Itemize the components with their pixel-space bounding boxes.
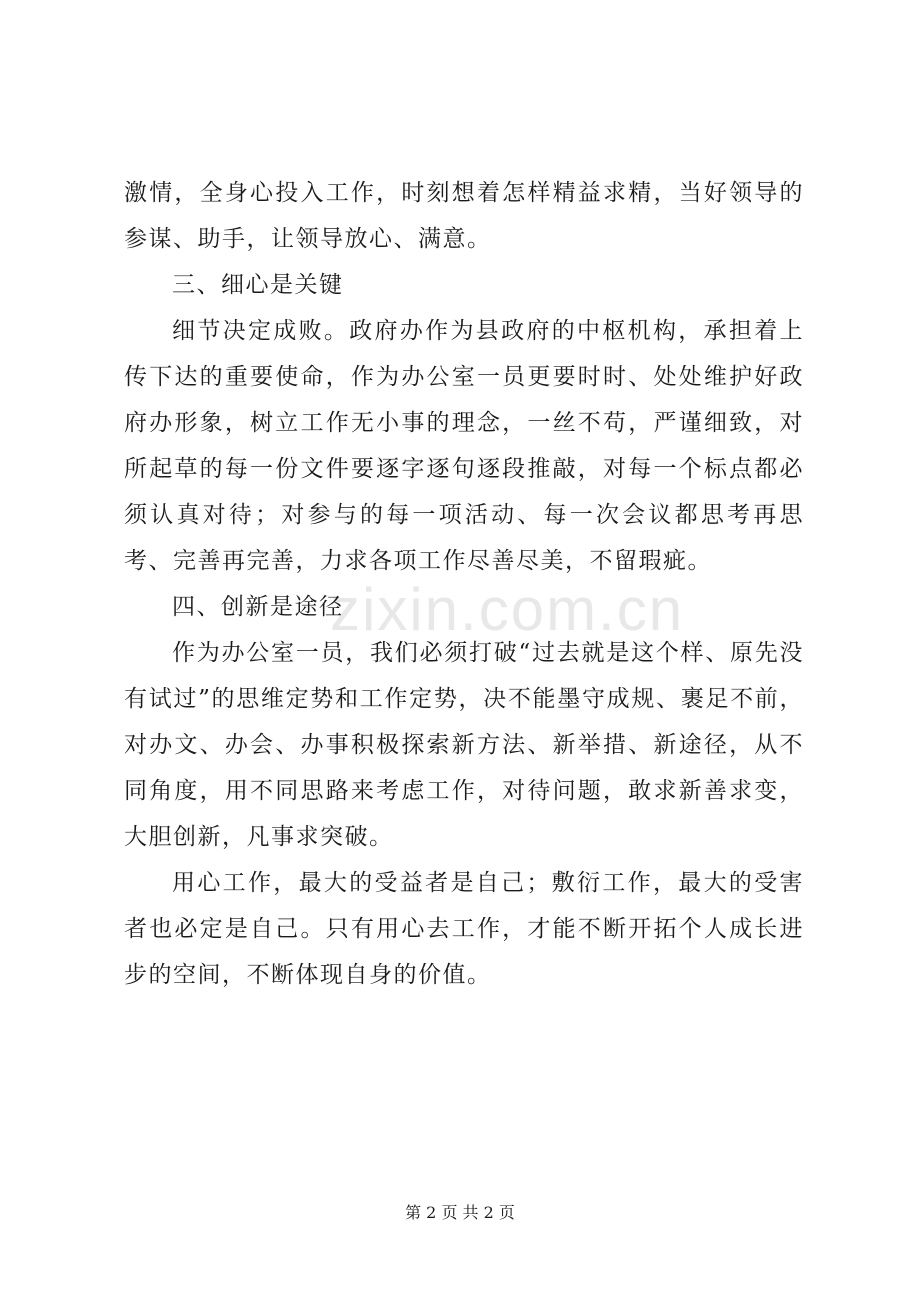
section-heading-4: 四、创新是途径 <box>172 594 344 620</box>
paragraph-attention-to-detail: 细节决定成败。政府办作为县政府的中枢机构，承担着上传下达的重要使命，作为办公室一员更要时时、处处维护好政府办形象，树立工作无小事的理念，一丝不苟，严谨细致，对所起草的每一份文件要逐字逐句逐段推敲，对每一个标点都必须认真对待；对参与的每一项活动、每一次会议都思考再思考、完善再完善，力求各项工作尽善尽美，不留瑕疵。 <box>124 318 804 574</box>
page-footer: 第 2 页 共 2 页 <box>405 1203 515 1222</box>
section-heading-3: 三、细心是关键 <box>172 272 344 298</box>
paragraph-conclusion: 用心工作，最大的受益者是自己；敷衍工作，最大的受害者也必定是自己。只有用心去工作，才能不断开拓个人成长进步的空间，不断体现自身的价值。 <box>124 870 804 988</box>
paragraph-innovation: 作为办公室一员，我们必须打破“过去就是这个样、原先没有试过”的思维定势和工作定势，决不能墨守成规、裹足不前，对办文、办会、办事积极探索新方法、新举措、新途径，从不同角度，用不同思路来考虑工作，对待问题，敢求新善求变，大胆创新，凡事求突破。 <box>124 640 804 850</box>
watermark: zixin.com.cn <box>330 576 685 643</box>
paragraph-continued: 激情，全身心投入工作，时刻想着怎样精益求精，当好领导的参谋、助手，让领导放心、满意。 <box>124 180 804 252</box>
document-body <box>124 170 804 998</box>
